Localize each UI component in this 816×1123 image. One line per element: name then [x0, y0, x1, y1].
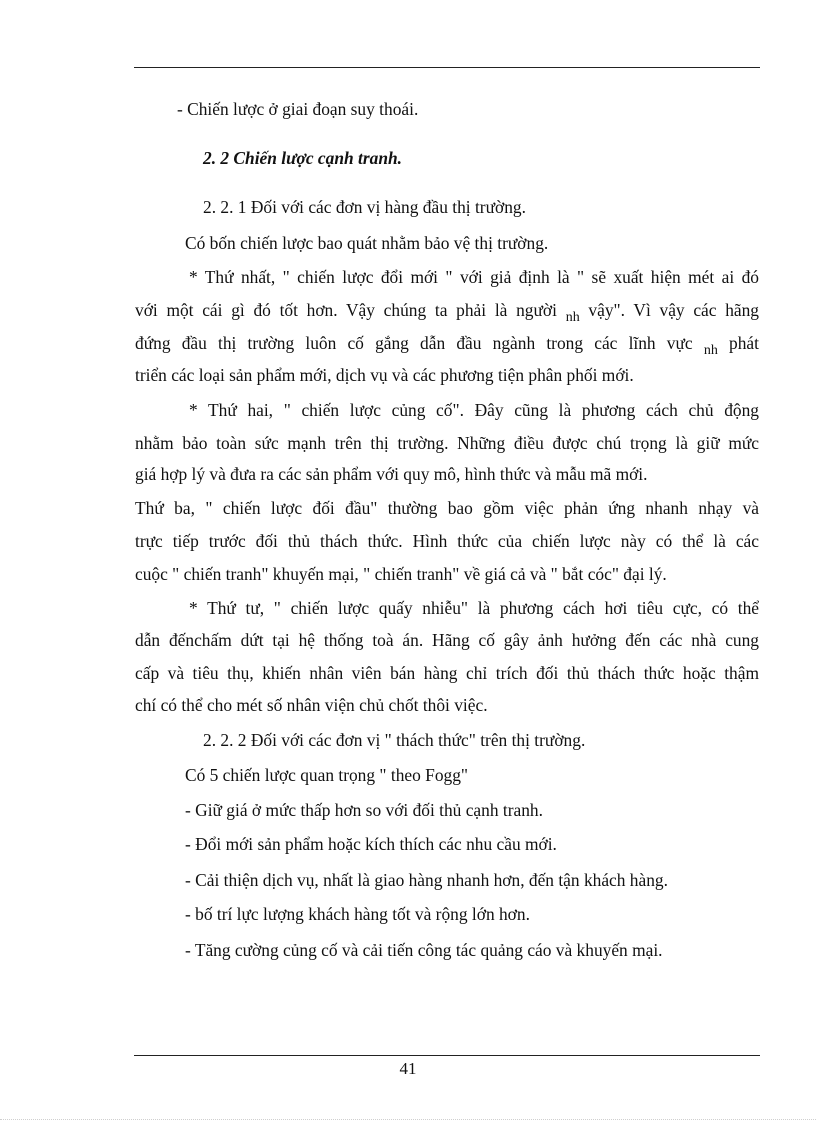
list-item: - Giữ giá ở mức thấp hơn so với đối thủ cạnh tranh. — [185, 800, 543, 820]
para-first-line-2-text-a: với một cái gì đó tốt hơn. Vậy chúng ta phải là người — [135, 300, 557, 320]
para-first-line-3-text-b: phát — [729, 333, 759, 353]
header-rule — [134, 67, 760, 68]
para-fourth-line-2: dẫn đếnchấm dứt tại hệ thống toà án. Hãng cố gây ảnh hưởng đến các nhà cung — [135, 630, 759, 650]
para-second-line-1: * Thứ hai, " chiến lược củng cố". Đây cũng là phương cách chủ động — [189, 400, 759, 420]
para-first-line-2-text-b: vậy". Vì vậy các hãng — [588, 300, 760, 320]
para-first-line-3-text-a: đứng đầu thị trường luôn cố gắng dẫn đầu ngành trong các lĩnh vực — [135, 333, 693, 353]
subsection-heading-leaders: 2. 2. 1 Đối với các đơn vị hàng đầu thị trường. — [203, 197, 526, 217]
para-first-line-2 — [135, 299, 759, 324]
para-first-line-3 — [135, 332, 759, 357]
para-fourth-line-3: cấp và tiêu thụ, khiến nhân viên bán hàng chỉ trích đối thủ thách thức hoặc thậm — [135, 663, 759, 683]
intro-paragraph-1: Có bốn chiến lược bao quát nhằm bảo vệ thị trường. — [185, 233, 549, 253]
list-item: - Đổi mới sản phẩm hoặc kích thích các nhu cầu mới. — [185, 834, 557, 854]
list-item: - Tăng cường củng cố và cải tiến công tác quảng cáo và khuyến mại. — [185, 940, 663, 960]
para-first-line-4: triển các loại sản phẩm mới, dịch vụ và các phương tiện phân phối mới. — [135, 365, 634, 385]
para-first-line-1: * Thứ nhất, " chiến lược đổi mới " với giả định là " sẽ xuất hiện mét ai đó — [189, 267, 759, 287]
para-third-line-1: Thứ ba, " chiến lược đối đầu" thường bao gồm việc phản ứng nhanh nhạy và — [135, 498, 759, 518]
para-third-line-3: cuộc " chiến tranh" khuyến mại, " chiến tranh" về giá cả và " bắt cóc" đại lý. — [135, 564, 667, 584]
para-first-line-3-sub: nh — [703, 343, 718, 358]
subsection-heading-challengers: 2. 2. 2 Đối với các đơn vị " thách thức" trên thị trường. — [203, 730, 586, 750]
para-fourth-line-1: * Thứ tư, " chiến lược quấy nhiễu" là phương cách hơi tiêu cực, có thể — [189, 598, 759, 618]
para-first-line-2-sub: nh — [565, 310, 580, 325]
page-edge-dotted-line — [0, 1119, 816, 1120]
para-third-line-2: trực tiếp trước đối thủ thách thức. Hình thức của chiến lược này có thể là các — [135, 531, 759, 551]
section-heading: 2. 2 Chiến lược cạnh tranh. — [203, 148, 403, 168]
intro-paragraph-2: Có 5 chiến lược quan trọng " theo Fogg" — [185, 765, 469, 785]
footer-rule — [134, 1055, 760, 1056]
list-item: - Cải thiện dịch vụ, nhất là giao hàng nhanh hơn, đến tận khách hàng. — [185, 870, 668, 890]
page-number: 41 — [399, 1059, 417, 1078]
para-second-line-3: giá hợp lý và đưa ra các sản phẩm với quy mô, hình thức và mẫu mã mới. — [135, 464, 648, 484]
para-fourth-line-4: chí có thể cho mét số nhân viện chủ chốt thôi việc. — [135, 695, 488, 715]
list-item: - bố trí lực lượng khách hàng tốt và rộng lớn hơn. — [185, 904, 530, 924]
bullet-decline-stage: - Chiến lược ở giai đoạn suy thoái. — [177, 99, 419, 119]
para-second-line-2: nhằm bảo toàn sức mạnh trên thị trường. Những điều được chú trọng là giữ mức — [135, 433, 759, 453]
